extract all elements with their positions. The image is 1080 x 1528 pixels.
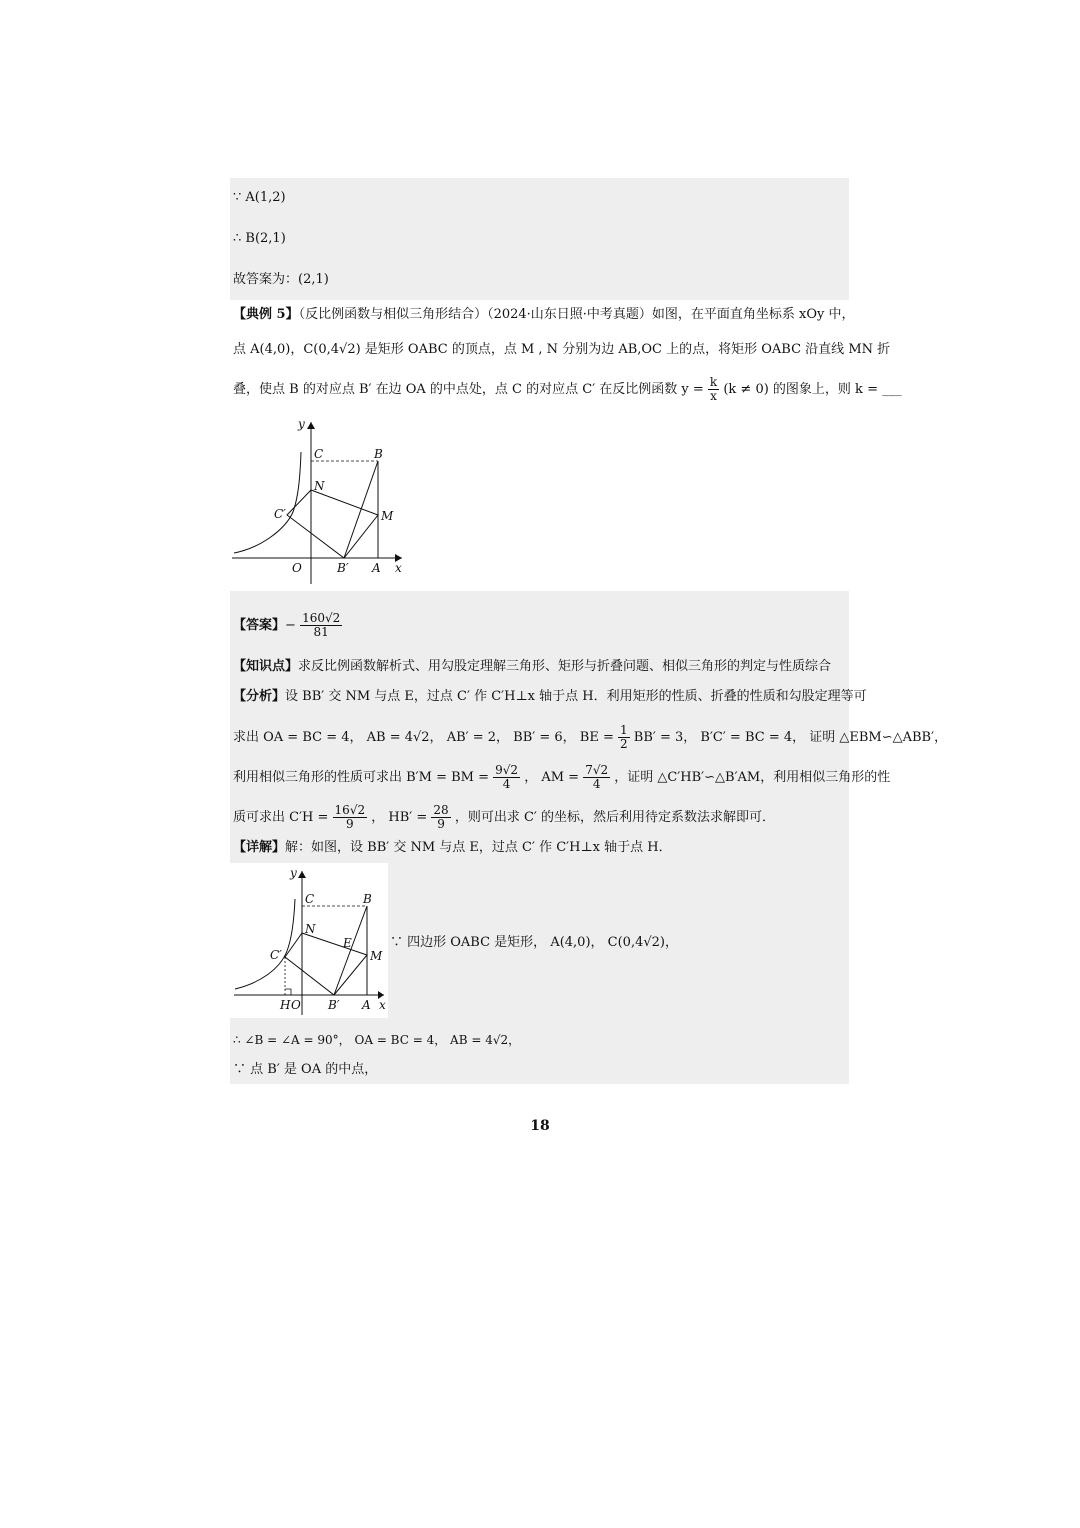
analysis-line-2: 求出 OA = BC = 4， AB = 4√2， AB′ = 2， BB′ = 6， BE = $\frac{1}{2}$ BB′ = 3， B′C′ = BC = 4， 证明 △EBM∽△ABB′， <box>233 723 948 751</box>
svg-text:x: x <box>395 561 402 575</box>
svg-text:B: B <box>374 447 383 461</box>
problem-line-3: 叠，使点 B 的对应点 B′ 在边 OA 的中点处，点 C 的对应点 C′ 在反比例函数 y = $\frac{k}{x}$ (k ≠ 0) 的图象上，则 k = ___ <box>233 375 902 403</box>
detail-tag: 【详解】 <box>233 840 286 855</box>
svg-text:N: N <box>305 922 316 936</box>
answer-fraction: $\frac{160√2}{81}$ <box>302 611 341 639</box>
svg-text:C: C <box>305 892 315 906</box>
analysis-line-4: 质可求出 C′H = $\frac{16√2}{9}$ ， HB′ = $\frac{28}{9}$ ，则可出求 C′ 的坐标，然后利用待定系数法求解即可． <box>233 803 775 831</box>
detail-line-2: ∴ ∠B = ∠A = 90°， OA = BC = 4， AB = 4√2， <box>233 1033 521 1047</box>
svg-text:B′: B′ <box>328 998 340 1012</box>
svg-text:O: O <box>292 561 302 575</box>
text-line: ∵ A(1,2) <box>233 190 286 205</box>
svg-text:A: A <box>362 998 371 1012</box>
svg-text:O: O <box>291 998 301 1012</box>
fraction: $\frac{28}{9}$ <box>433 803 449 831</box>
page-number: 18 <box>530 1118 550 1134</box>
svg-text:E: E <box>343 936 352 950</box>
fraction: $\frac{16√2}{9}$ <box>334 803 366 831</box>
knowledge-line: 【知识点】求反比例函数解析式、用勾股定理解三角形、矩形与折叠问题、相似三角形的判定与性质综合 <box>233 659 832 674</box>
problem-line-2: 点 A(4,0)，C(0,4√2) 是矩形 OABC 的顶点，点 M , N 分别为边 AB,OC 上的点，将矩形 OABC 沿直线 MN 折 <box>233 342 891 357</box>
svg-text:H: H <box>280 998 291 1012</box>
svg-text:N: N <box>314 479 325 493</box>
analysis-line-3: 利用相似三角形的性质可求出 B′M = BM = $\frac{9√2}{4}$ ， AM = $\frac{7√2}{4}$ ，证明 △C′HB′∽△B′AM，利用相似三角形的性 <box>233 763 891 791</box>
detail-line-3: ∵ 点 B′ 是 OA 的中点， <box>233 1062 378 1077</box>
answer-tag: 【答案】 <box>233 618 286 633</box>
svg-text:C′: C′ <box>274 507 286 521</box>
svg-text:y: y <box>290 866 297 880</box>
analysis-tag: 【分析】 <box>233 689 286 704</box>
fraction: $\frac{7√2}{4}$ <box>585 763 609 791</box>
text-line: ∴ B(2,1) <box>233 231 286 246</box>
fraction: $\frac{9√2}{4}$ <box>495 763 519 791</box>
problem-line-1: 【典例 5】（反比例函数与相似三角形结合）（2024·山东日照·中考真题）如图，在平面直角坐标系 xOy 中， <box>233 307 855 322</box>
text-line: 故答案为：(2,1) <box>233 272 329 287</box>
figure-1-coordinate-diagram <box>230 412 410 592</box>
svg-text:B′: B′ <box>337 561 349 575</box>
detail-side-line: ∵ 四边形 OABC 是矩形， A(4,0)， C(0,4√2)， <box>390 935 678 950</box>
detail-line-1: 【详解】解：如图，设 BB′ 交 NM 与点 E，过点 C′ 作 C′H⊥x 轴于点 H． <box>233 840 672 855</box>
svg-text:M: M <box>381 509 394 523</box>
svg-text:B: B <box>363 892 372 906</box>
figure-2-coordinate-diagram <box>230 863 388 1018</box>
fraction: $\frac{1}{2}$ <box>619 723 628 751</box>
svg-text:M: M <box>370 949 383 963</box>
problem-tag: 【典例 5】 <box>233 307 299 322</box>
svg-text:x: x <box>379 998 386 1012</box>
svg-text:A: A <box>372 561 381 575</box>
svg-text:C′: C′ <box>270 948 282 962</box>
knowledge-tag: 【知识点】 <box>233 659 299 674</box>
svg-text:C: C <box>314 447 324 461</box>
answer-line: 【答案】− $\frac{160√2}{81}$ <box>233 611 341 639</box>
fraction: $\frac{k}{x}$ <box>709 375 718 403</box>
svg-text:y: y <box>298 417 305 431</box>
analysis-line-1: 【分析】设 BB′ 交 NM 与点 E，过点 C′ 作 C′H⊥x 轴于点 H．利用矩形的性质、折叠的性质和勾股定理等可 <box>233 689 867 704</box>
